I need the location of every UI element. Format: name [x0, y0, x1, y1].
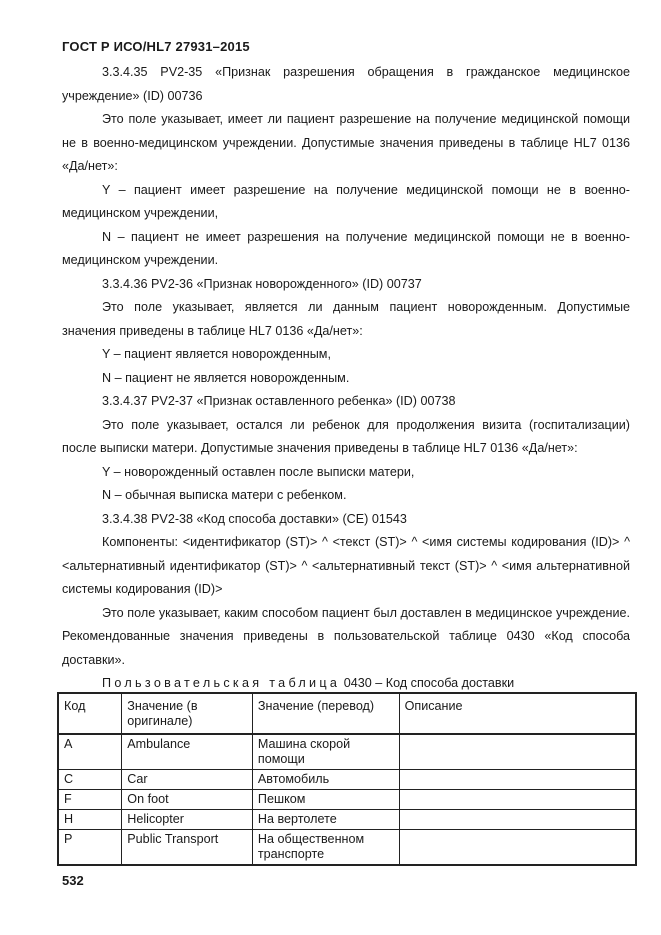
- cell-value-translation: На общественном транспорте: [252, 830, 399, 866]
- cell-value-translation: Машина скорой помощи: [252, 734, 399, 770]
- cell-code: A: [58, 734, 122, 770]
- document-header: ГОСТ Р ИСО/HL7 27931–2015: [62, 39, 250, 54]
- cell-code: C: [58, 770, 122, 790]
- value-item-y: Y – пациент является новорожденным,: [102, 347, 331, 361]
- table-caption-title: 0430 – Код способа доставки: [343, 676, 515, 690]
- cell-description: [399, 830, 636, 866]
- value-item-y: Y – новорожденный оставлен после выписки матери,: [102, 464, 415, 479]
- paragraph: Это поле указывает, является ли данным пациент новорожденным. Допустимые значения приведены в таблице HL7 0136 «Да/нет»:: [62, 300, 630, 338]
- cell-code: P: [58, 830, 122, 866]
- cell-value-translation: На вертолете: [252, 810, 399, 830]
- cell-value-original: Helicopter: [122, 810, 253, 830]
- code-table: [57, 692, 637, 866]
- section-heading-3-3-4-37: 3.3.4.37 PV2-37 «Признак оставленного ребенка» (ID) 00738: [102, 394, 456, 408]
- header-value-translation: Значение (перевод): [252, 693, 399, 734]
- cell-value-translation: Пешком: [252, 790, 399, 810]
- header-code: Код: [58, 693, 122, 734]
- cell-value-original: Ambulance: [122, 734, 253, 770]
- table-row: [58, 810, 636, 830]
- paragraph: Это поле указывает, имеет ли пациент разрешение на получение медицинской помощи не в военно-медицинском учреждении. Допустимые значения приведены в таблице HL7 0136 «Да/нет»:: [62, 112, 630, 173]
- header-value-original: Значение (в оригинале): [122, 693, 253, 734]
- cell-value-original: Car: [122, 770, 253, 790]
- paragraph: Это поле указывает, каким способом пациент был доставлен в медицинское учреждение. Рекомендованные значения приведены в пользовательской таблице 0430 «Код способа доставки».: [62, 605, 630, 667]
- cell-code: F: [58, 790, 122, 810]
- body-text: [62, 61, 630, 695]
- table-row: [58, 770, 636, 790]
- header-description: Описание: [399, 693, 636, 734]
- cell-code: H: [58, 810, 122, 830]
- cell-description: [399, 734, 636, 770]
- value-item-n: N – пациент не имеет разрешения на получение медицинской помощи не в военно-медицинском учреждении.: [62, 229, 630, 267]
- cell-description: [399, 810, 636, 830]
- table-row: [58, 830, 636, 866]
- table-header-row: [58, 693, 636, 734]
- section-heading-3-3-4-38: 3.3.4.38 PV2-38 «Код способа доставки» (CE) 01543: [102, 511, 407, 526]
- cell-description: [399, 770, 636, 790]
- components-paragraph: Компоненты: <идентификатор (ST)> ^ <текст (ST)> ^ <имя системы кодирования (ID)> ^ <альтернативный идентификатор (ST)> ^ <альтернативный текст (ST)> ^ <имя альтернативной системы кодирования (ID)>: [62, 535, 630, 596]
- value-item-n: N – обычная выписка матери с ребенком.: [102, 488, 347, 502]
- table-row: [58, 734, 636, 770]
- table-row: [58, 790, 636, 810]
- cell-value-original: On foot: [122, 790, 253, 810]
- cell-value-translation: Автомобиль: [252, 770, 399, 790]
- cell-description: [399, 790, 636, 810]
- value-item-y: Y – пациент имеет разрешение на получение медицинской помощи не в военно-медицинском учреждении,: [62, 182, 630, 220]
- page-number: 532: [62, 873, 84, 888]
- table-caption-label: Пользовательская таблица: [102, 676, 341, 690]
- value-item-n: N – пациент не является новорожденным.: [102, 370, 350, 385]
- cell-value-original: Public Transport: [122, 830, 253, 866]
- paragraph: Это поле указывает, остался ли ребенок для продолжения визита (госпитализации) после выписки матери. Допустимые значения приведены в таблице HL7 0136 «Да/нет»:: [62, 417, 630, 455]
- section-heading-3-3-4-36: 3.3.4.36 PV2-36 «Признак новорожденного» (ID) 00737: [102, 276, 422, 291]
- section-heading-3-3-4-35: 3.3.4.35 PV2-35 «Признак разрешения обращения в гражданское медицинское учреждение» (ID) 00736: [62, 65, 630, 103]
